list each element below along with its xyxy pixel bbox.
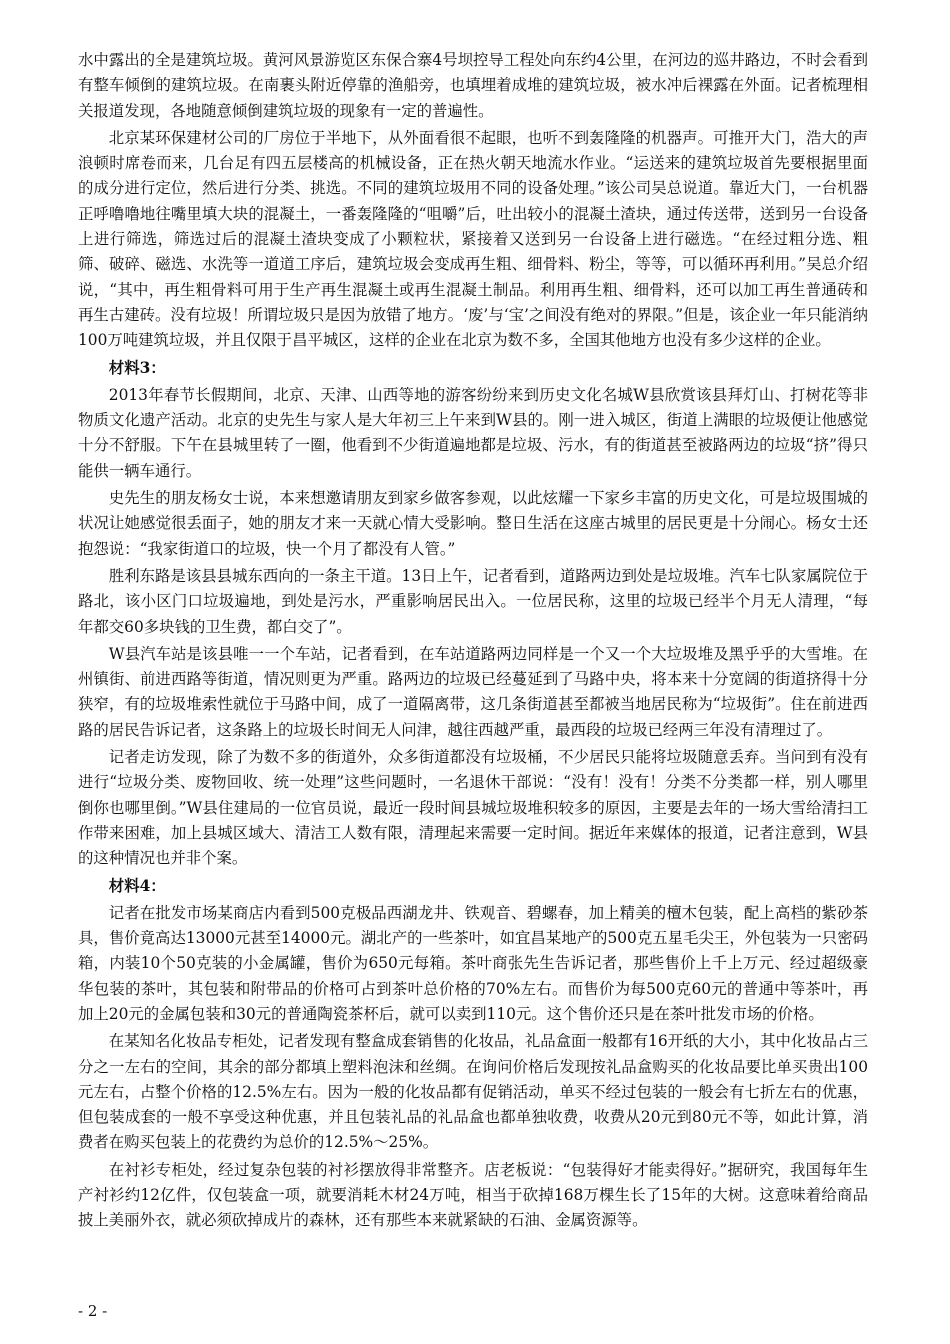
paragraph: 水中露出的全是建筑垃圾。黄河风景游览区东保合寨4号坝控导工程处向东约4公里，在河边的巡井路边，不时会看到有整车倾倒的建筑垃圾。在南裹头附近停靠的渔船旁，也填埋着成堆的建筑垃圾，被水冲后裸露在外面。记者梳理相关报道发现，各地随意倾倒建筑垃圾的现象有一定的普遍性。 xyxy=(78,51,868,120)
paragraph: W县汽车站是该县唯一一个车站，记者看到，在车站道路两边同样是一个又一个大垃圾堆及黑乎乎的大雪堆。在州镇街、前进西路等街道，情况则更为严重。路两边的垃圾已经蔓延到了马路中央，将本来十分宽阔的街道挤得十分狭窄，有的垃圾堆索性就位于马路中间，成了一道隔离带，这几条街道甚至都被当地居民称为“垃圾街”。住在前进西路的居民告诉记者，这条路上的垃圾长时间无人问津，越往西越严重，最西段的垃圾已经两三年没有清理过了。 xyxy=(78,644,868,739)
paragraph: 史先生的朋友杨女士说，本来想邀请朋友到家乡做客参观，以此炫耀一下家乡丰富的历史文化，可是垃圾围城的状况让她感觉很丢面子，她的朋友才来一天就心情大受影响。整日生活在这座古城里的居民更是十分闹心。杨女士还抱怨说：“我家街道口的垃圾，快一个月了都没有人管。” xyxy=(78,489,868,558)
paragraph: 2013年春节长假期间，北京、天津、山西等地的游客纷纷来到历史文化名城W县欣赏该县拜灯山、打树花等非物质文化遗产活动。北京的史先生与家人是大年初三上午来到W县的。刚一进入城区，街道上满眼的垃圾便让他感觉十分不舒服。下午在县城里转了一圈，他看到不少街道遍地都是垃圾、污水，有的街道甚至被路两边的垃圾“挤”得只能供一辆车通行。 xyxy=(78,385,868,480)
paragraph: 胜利东路是该县县城东西向的一条主干道。13日上午，记者看到，道路两边到处是垃圾堆。汽车七队家属院位于路北，该小区门口垃圾遍地，到处是污水，严重影响居民出入。一位居民称，这里的垃圾已经半个月无人清理，“每年都交60多块钱的卫生费，都白交了”。 xyxy=(78,566,868,636)
document-page xyxy=(78,48,868,1236)
paragraph: 北京某环保建材公司的厂房位于半地下，从外面看很不起眼，也听不到轰隆隆的机器声。可推开大门，浩大的声浪顿时席卷而来，几台足有四五层楼高的机械设备，正在热火朝天地流水作业。“运送来的建筑垃圾首先要根据里面的成分进行定位，然后进行分类、挑选。不同的建筑垃圾用不同的设备处理。”该公司吴总说道。靠近大门，一台机器正呼噜噜地往嘴里填大块的混凝土，一番轰隆隆的“咀嚼”后，吐出较小的混凝土渣块，通过传送带，送到另一台设备上进行筛选，筛选过后的混凝土渣块变成了小颗粒状，紧接着又送到另一台设备上进行磁选。“在经过粗分选、粗筛、破碎、磁选、水洗等一道道工序后，建筑垃圾会变成再生粗、细骨料、粉尘，等等，可以循环再利用。”吴总介绍说，“其中，再生粗骨料可用于生产再生混凝土或再生混凝土制品。利用再生粗、细骨料，还可以加工再生普通砖和再生古建砖。没有垃圾！所谓垃圾只是因为放错了地方。‘废’与‘宝’之间没有绝对的界限。”但是，该企业一年只能消纳100万吨建筑垃圾，并且仅限于昌平城区，这样的企业在北京为数不多，全国其他地方也没有多少这样的企业。 xyxy=(78,128,868,350)
paragraph: 记者走访发现，除了为数不多的街道外，众多街道都没有垃圾桶，不少居民只能将垃圾随意丢弃。当问到有没有进行“垃圾分类、废物回收、统一处理”这些问题时，一名退休干部说：“没有！没有！分类不分类都一样，别人哪里倒你也哪里倒。”W县住建局的一位官员说，最近一段时间县城垃圾堆积较多的原因，主要是去年的一场大雪给清扫工作带来困难，加上县城区域大、清洁工人数有限，清理起来需要一定时间。据近年来媒体的报道，记者注意到，W县的这种情况也并非个案。 xyxy=(78,748,868,868)
paragraph: 记者在批发市场某商店内看到500克极品西湖龙井、铁观音、碧螺春，加上精美的檀木包装，配上高档的紫砂茶具，售价竟高达13000元甚至14000元。湖北产的一些茶叶，如宜昌某地产的500克五星毛尖王，外包装为一只密码箱，内装10个50克装的小金属罐，售价为650元每箱。茶叶商张先生告诉记者，那些售价上千上万元、经过超级豪华包装的茶叶，其包装和附带品的价格可占到茶叶总价格的70%左右。而售价为每500克60元的普通中等茶叶，再加上20元的金属包装和30元的普通陶瓷茶杯后，就可以卖到110元。这个售价还只是在茶叶批发市场的价格。 xyxy=(78,903,868,1023)
paragraph: 在衬衫专柜处，经过复杂包装的衬衫摆放得非常整齐。店老板说：“包装得好才能卖得好。”据研究，我国每年生产衬衫约12亿件，仅包装盒一项，就要消耗木材24万吨，相当于砍掉168万棵生长了15年的大树。这意味着给商品披上美丽外衣，就必须砍掉成片的森林，还有那些本来就紧缺的石油、金属资源等。 xyxy=(78,1160,868,1230)
page-number: - 2 - xyxy=(78,1302,108,1320)
section-heading: 材料4： xyxy=(108,876,166,895)
paragraph: 在某知名化妆品专柜处，记者发现有整盒成套销售的化妆品，礼品盒面一般都有16开纸的大小，其中化妆品占三分之一左右的空间，其余的部分都填上塑料泡沫和丝绸。在询问价格后发现按礼品盒购买的化妆品要比单买贵出100元左右，占整个价格的12.5%左右。因为一般的化妆品都有促销活动，单买不经过包装的一般会有七折左右的优惠，但包装成套的一般不享受这种优惠，并且包装礼品的礼品盒也都单独收费，收费从20元到80元不等，如此计算，消费者在购买包装上的花费约为总价的12.5%～25%。 xyxy=(78,1032,868,1152)
section-heading: 材料3： xyxy=(108,358,166,377)
